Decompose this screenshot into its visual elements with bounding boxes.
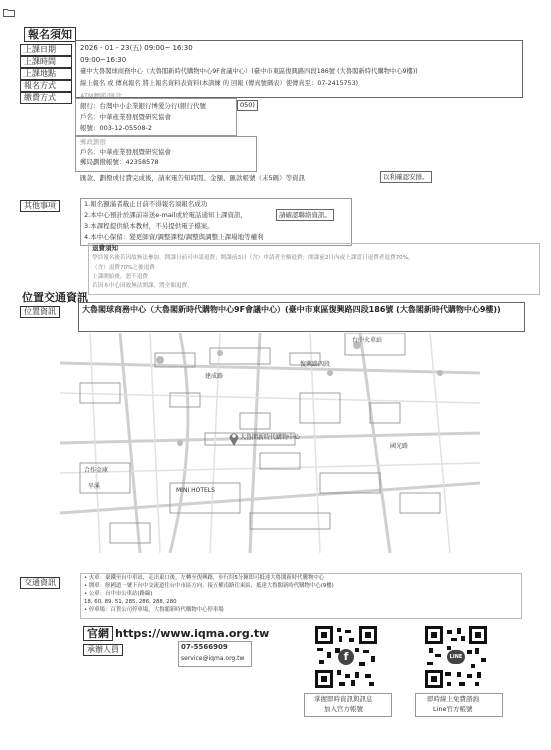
postal-title: 郵政劃撥 xyxy=(80,138,106,146)
transport-line-3: • 公車：台中市公車站(路線) xyxy=(84,591,153,597)
qr-caption-facebook-1: 掌握即時資訊與訊息 xyxy=(314,695,373,703)
qr-caption-line-1: 即時線上免費諮詢 xyxy=(427,695,479,703)
payment-note: 匯款、劃撥或付費完成後，請來電告知時間、金額、匯款帳號（末5碼）等資訊 xyxy=(80,174,306,182)
contact-phone: 07-5566909 xyxy=(181,643,228,651)
payment-note-tail: 以利確認安排。 xyxy=(380,171,432,183)
contact-email: service@iqma.org.tw xyxy=(181,655,245,662)
payment-method-value: ATM轉帳/匯款 xyxy=(80,92,122,100)
transport-line-4: 18, 60, 89, 51, 285, 286, 288, 280 xyxy=(84,599,177,605)
other-item-3: 3.本課程提供紙本教材，不另提供電子檔案。 xyxy=(84,222,214,230)
map-label-road: 復興路四段 xyxy=(300,361,331,368)
qr-code-facebook[interactable] xyxy=(315,626,377,688)
map-label-guoguang: 國光路 xyxy=(390,443,409,450)
bank-text: 銀行：台灣中小企業銀行博愛分行(銀行代號 xyxy=(80,102,207,110)
location-address: 大魯閣球商務中心（大魯閣新時代購物中心9F會議中心）(臺中市東區復興路四段186號 (大魯閣新時代購物中心9樓)) xyxy=(82,305,501,314)
postal-name: 戶名：中華產業發展暨研究協會 xyxy=(80,148,171,156)
account-name: 戶名：中華產業發展暨研究協會 xyxy=(80,113,171,121)
transport-line-1: • 火車：臺鐵至台中車站，走出東口後，左轉至復興路，步行約5分鐘即可抵達大魯閣新時代購物中心 xyxy=(84,575,325,581)
location-sub-label: 位置資訊 xyxy=(20,306,60,318)
map[interactable] xyxy=(60,333,480,553)
date-value: 2026 - 01 - 23(五) 09:00~ 16:30 xyxy=(80,44,193,52)
transport-line-5: • 停車場：百貨公司停車場，大魯閣新時代購物中心停車場 xyxy=(84,607,224,613)
other-item-4: 4.本中心保留：變更師資/調整課程/調整與調整上課場地等權利 xyxy=(84,233,264,241)
refund-title: 退費須知 xyxy=(92,244,118,252)
account-no: 帳號：003-12-05508-2 xyxy=(80,124,153,132)
refund-line-4: 若因本中心因故無法開課，將全額退費。 xyxy=(92,283,193,289)
section-other-title: 其他事項 xyxy=(20,200,60,212)
map-label-station: 台中火車站 xyxy=(352,337,383,344)
section-location-title: 位置交通資訊 xyxy=(22,291,88,304)
postal-no: 郵局劃撥帳號：42358578 xyxy=(80,158,159,166)
row-label-payment: 繳費方式 xyxy=(20,92,72,104)
map-label-hotel: MINI HOTELS xyxy=(176,487,215,494)
facebook-icon: f xyxy=(338,649,354,665)
qr-caption-line-2: Line官方帳號 xyxy=(433,705,473,713)
refund-line-1: 學員報名後若因故無法參加，開課日前可申請退費；開課前3日（含）申請者全額退費；開課前2日內或上課當日退費者退費70%， xyxy=(92,255,414,261)
section-website-title: 官網 xyxy=(83,626,113,641)
folder-icon xyxy=(3,2,15,11)
map-label-mall: 大魯閣新時代購物中心 xyxy=(240,434,301,441)
time-value: 09:00~16:30 xyxy=(80,56,127,64)
row-label-place: 上課地點 xyxy=(20,68,72,80)
website-link[interactable]: https://www.iqma.org.tw xyxy=(115,627,270,640)
map-label-bank: 合作金庫 xyxy=(84,467,109,474)
signup-value: 線上報名 或 傳真報名 將上報名資料表資料(本訓練 的 回報 (傳真號碼表）使傳真至：07-2415753) xyxy=(80,80,359,87)
staff-label: 承辦人員 xyxy=(83,644,123,656)
section-register-title: 報名須知 xyxy=(24,27,76,42)
row-label-signup: 報名方式 xyxy=(20,80,72,92)
refund-line-2: （含）退費70%之後退費 xyxy=(92,265,155,271)
qr-code-line[interactable] xyxy=(425,626,487,688)
line-icon: LINE xyxy=(447,650,465,664)
other-item-1: 1.報名額滿者截止日前不得報名須報名成功 xyxy=(84,200,208,208)
transport-line-2: • 開車：經國道一號下台中交流道往台中市區方向，接五權南路往東區，抵達大魯閣新時代購物中心(9樓) xyxy=(84,583,334,589)
section-transport-title: 交通資訊 xyxy=(20,577,60,589)
map-label-jiancheng: 建成路 xyxy=(205,373,224,380)
row-label-time: 上課時間 xyxy=(20,56,72,68)
qr-caption-facebook-2: 加入官方帳號 xyxy=(324,705,363,713)
bank-code: 050) xyxy=(237,100,258,111)
row-label-date: 上課日期 xyxy=(20,44,72,56)
other-item-2: 2.本中心預計於課前寄送e-mail或於電話通知上課資訊， xyxy=(84,211,247,219)
map-pin-icon xyxy=(228,431,240,447)
place-value: 臺中大魯閣球商務中心（大魯閣新時代購物中心9F會議中心）(臺中市東區復興路四段186號 (大魯閣新時代購物中心9樓)) xyxy=(80,68,418,75)
refund-line-3: 上課開始後，恕不退費 xyxy=(92,274,148,280)
other-item-2-tail: 請確認聯絡資訊。 xyxy=(276,209,334,221)
map-label-river: 旱溪 xyxy=(88,483,101,490)
